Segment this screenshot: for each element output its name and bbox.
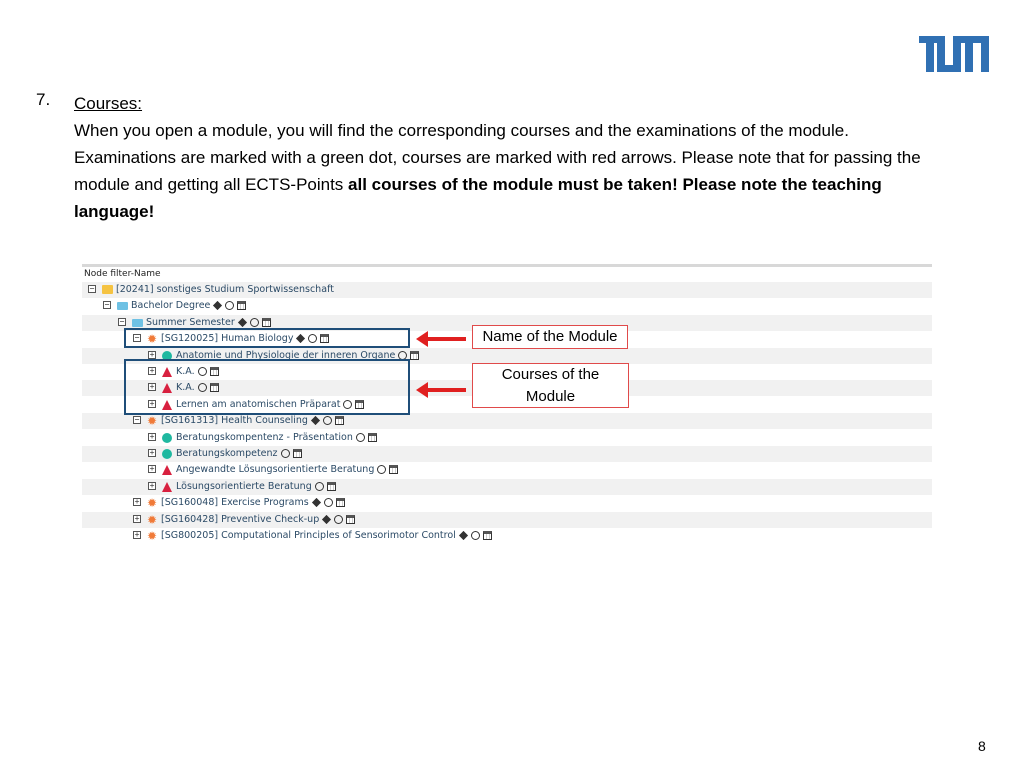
tree-row-text: Bachelor Degree [131,300,211,312]
courses-highlight [124,359,410,415]
clock-icon[interactable] [471,531,480,540]
course-triangle-icon [162,465,172,475]
calendar-icon[interactable] [346,515,355,524]
paragraph-bold-text: all courses of the module must be taken! Please note the teaching language! [74,175,882,221]
expand-icon[interactable]: + [134,530,140,539]
clock-icon[interactable] [315,482,324,491]
collapse-icon[interactable]: − [89,284,95,293]
tree-row-text: [SG160428] Preventive Check-up [161,513,320,525]
courses-callout [472,363,629,408]
module-name-callout-text: Name of the Module [482,328,618,345]
calendar-icon[interactable] [389,465,398,474]
tree-row-text: Beratungskompetenz [176,448,278,459]
folder-icon [117,302,128,310]
course-triangle-icon [162,482,172,492]
tree-row[interactable] [82,462,932,478]
clock-icon[interactable] [356,433,365,442]
courses-arrow [428,388,466,392]
calendar-icon[interactable] [483,531,492,540]
tum-logo [919,36,989,72]
tree-row-text: Lösungsorientierte Beratung [176,480,312,492]
collapse-icon[interactable]: − [134,333,140,343]
expand-icon[interactable]: + [149,398,155,408]
module-icon: ✹ [147,414,158,429]
tree-row-text: [SG160048] Exercise Programs [161,497,309,509]
calendar-icon[interactable] [410,351,419,360]
tree-row[interactable] [82,495,932,511]
tree-row-text: [SG800205] Computational Principles of Sensorimotor Control [161,530,456,541]
tree-row[interactable] [82,446,932,462]
tree-row-text: Angewandte Lösungsorientierte Beratung [176,464,375,476]
folder-icon [132,319,143,327]
module-name-highlight [124,328,410,348]
tree-row-text: Lernen am anatomischen Präparat [176,398,341,410]
clock-icon[interactable] [281,449,290,458]
tree-row[interactable] [82,298,932,314]
tree-row-label[interactable] [176,481,336,492]
clock-icon[interactable] [225,301,234,310]
clock-icon[interactable] [334,515,343,524]
collapse-icon[interactable]: − [104,300,110,310]
tree-row[interactable] [82,528,932,544]
collapse-icon[interactable]: − [134,415,140,425]
tree-row-label[interactable] [176,448,302,459]
tree-row-label[interactable] [116,284,334,295]
tree-row-text: Beratungskompentenz - Präsentation [176,431,353,443]
tree-top-border [82,264,932,267]
tree-row-label[interactable] [176,464,398,475]
edit-icon[interactable] [459,531,468,540]
paragraph-text: When you open a module, you will find the corresponding courses and the examinations of the module. Examinations are marked with a green dot, courses are marked with red arrows. Please note that for passing the module and getting all ECTS-Points [74,121,921,194]
tree-row[interactable] [82,512,932,528]
tree-row-label[interactable] [146,317,271,328]
expand-icon[interactable]: + [149,349,155,359]
tree-row-label[interactable] [176,432,377,443]
module-icon: ✹ [147,529,158,543]
tree-row-text: K.A. [176,382,195,394]
calendar-icon[interactable] [368,433,377,442]
tree-row[interactable] [82,413,932,429]
expand-icon[interactable]: + [149,448,155,457]
tree-row-label[interactable] [161,497,345,508]
expand-icon[interactable]: + [149,464,155,474]
tree-row-text: [20241] sonstiges Studium Sportwissenschaft [116,284,334,295]
folder-icon [102,285,113,294]
calendar-icon[interactable] [335,416,344,425]
tree-row-label[interactable] [161,514,355,525]
tree-row-label[interactable] [131,300,246,311]
expand-icon[interactable]: + [134,497,140,507]
clock-icon[interactable] [377,465,386,474]
calendar-icon[interactable] [327,482,336,491]
expand-icon[interactable]: + [134,513,140,523]
tree-row-text: [SG120025] Human Biology [161,333,294,345]
calendar-icon[interactable] [293,449,302,458]
clock-icon[interactable] [324,498,333,507]
calendar-icon[interactable] [262,318,271,327]
module-icon: ✹ [147,496,158,511]
module-icon: ✹ [147,332,158,347]
tree-row-text: Summer Semester [146,316,235,328]
edit-icon[interactable] [213,301,222,310]
courses-callout-line1: Courses of the [501,366,600,383]
tree-row-text: Anatomie und Physiologie der inneren Organe [176,349,396,361]
clock-icon[interactable] [250,318,259,327]
tree-row-text: [SG161313] Health Counseling [161,415,308,427]
tree-row[interactable] [82,282,932,298]
calendar-icon[interactable] [237,301,246,310]
item-body [74,90,954,225]
edit-icon[interactable] [322,515,331,524]
expand-icon[interactable]: + [149,431,155,441]
section-heading: Courses: [74,94,143,113]
module-name-callout [472,325,628,349]
examination-dot-icon [162,449,172,459]
list-item-number: 7. [36,90,51,109]
page-number: 8 [978,738,986,754]
module-name-arrow [428,337,466,341]
tree-row[interactable] [82,479,932,495]
expand-icon[interactable]: + [149,480,155,490]
edit-icon[interactable] [311,416,320,425]
examination-dot-icon [162,433,172,443]
tree-row-text: K.A. [176,366,195,377]
tree-row-label[interactable] [161,415,344,426]
tree-header: Node filter-Name [84,269,161,279]
collapse-icon[interactable]: − [119,316,125,326]
edit-icon[interactable] [312,498,321,507]
module-icon: ✹ [147,512,158,527]
expand-icon[interactable]: + [149,382,155,392]
expand-icon[interactable]: + [149,366,155,375]
tree-row-label[interactable] [161,530,492,541]
courses-callout-line2: Module [525,388,576,405]
edit-icon[interactable] [238,318,247,327]
calendar-icon[interactable] [336,498,345,507]
clock-icon[interactable] [323,416,332,425]
tree-row[interactable] [82,430,932,446]
